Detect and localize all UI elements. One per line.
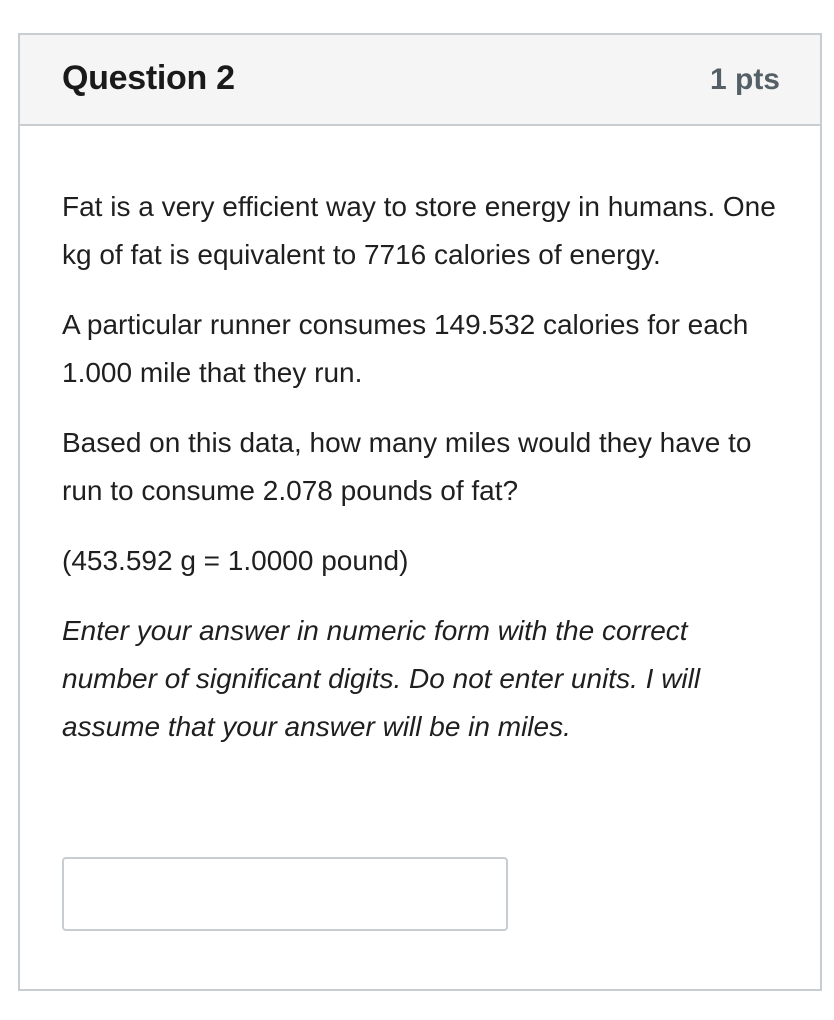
answer-input[interactable] xyxy=(62,857,508,931)
question-points: 1 pts xyxy=(709,63,780,96)
question-card xyxy=(18,33,822,991)
question-paragraph: Based on this data, how many miles would they have to run to consume 2.078 pounds of fat? xyxy=(62,427,752,506)
question-paragraph: Fat is a very efficient way to store energy in humans. One kg of fat is equivalent to 7716 calories of energy. xyxy=(62,191,776,270)
question-header xyxy=(20,35,820,126)
question-title: Question 2 xyxy=(62,59,235,97)
conversion-note: (453.592 g = 1.0000 pound) xyxy=(62,545,409,576)
question-paragraph: A particular runner consumes 149.532 calories for each 1.000 mile that they run. xyxy=(62,309,749,388)
answer-instructions: Enter your answer in numeric form with the correct number of significant digits. Do not enter units. I will assume that your answer will be in miles. xyxy=(62,615,701,742)
question-body xyxy=(62,183,782,773)
